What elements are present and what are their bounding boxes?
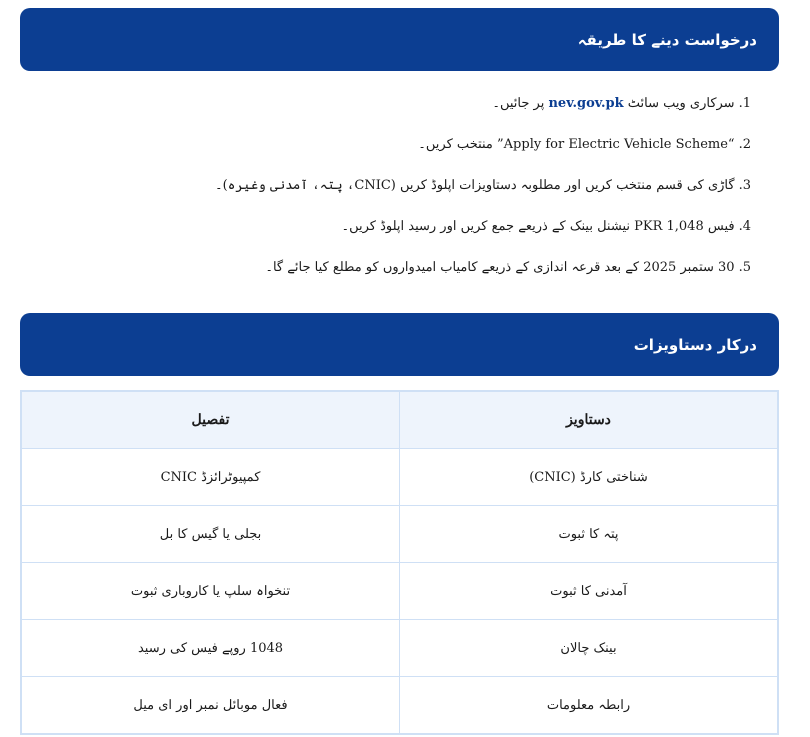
step-number: 2.	[738, 137, 751, 152]
step-item	[20, 131, 751, 172]
document-cell: آمدنی کا ثبوت	[400, 563, 779, 620]
step-number: 1.	[738, 96, 751, 111]
document-cell: بینک چالان	[400, 620, 779, 677]
step-number: 5.	[738, 260, 751, 275]
step-number: 3.	[738, 178, 751, 193]
step-item	[20, 254, 751, 295]
table-row	[21, 449, 778, 506]
step-item	[20, 172, 751, 213]
step-text: 30 ستمبر 2025 کے بعد قرعہ اندازی کے ذریعے کامیاب امیدواروں کو مطلع کیا جائے گا۔	[265, 260, 735, 275]
table-row	[21, 620, 778, 677]
application-steps-list	[20, 90, 751, 295]
step-text: “Apply for Electric Vehicle Scheme” منتخب کریں۔	[418, 137, 735, 152]
required-documents-title: درکار دستاویزات	[633, 335, 757, 354]
table-row	[21, 563, 778, 620]
details-cell: 1048 روپے فیس کی رسید	[21, 620, 400, 677]
details-cell: کمپیوٹرائزڈ CNIC	[21, 449, 400, 506]
step-number: 4.	[738, 219, 751, 234]
table-row	[21, 677, 778, 735]
step-item	[20, 213, 751, 254]
how-to-apply-banner	[20, 8, 779, 71]
step-item	[20, 90, 751, 131]
document-cell: رابطہ معلومات	[400, 677, 779, 735]
table-header-row	[21, 391, 778, 449]
table-row	[21, 506, 778, 563]
documents-table	[20, 390, 779, 735]
website-link[interactable]: nev.gov.pk	[548, 96, 624, 111]
step-text: گاڑی کی قسم منتخب کریں اور مطلوبہ دستاویزات اپلوڈ کریں (CNIC، پتہ، آمدنی وغیرہ)۔	[215, 178, 735, 193]
details-cell: تنخواہ سلپ یا کاروباری ثبوت	[21, 563, 400, 620]
required-documents-banner	[20, 313, 779, 376]
column-header-document: دستاویز	[400, 391, 779, 449]
details-cell: بجلی یا گیس کا بل	[21, 506, 400, 563]
step-text: فیس PKR 1,048 نیشنل بینک کے ذریعے جمع کریں اور رسید اپلوڈ کریں۔	[341, 219, 735, 234]
document-cell: پتہ کا ثبوت	[400, 506, 779, 563]
column-header-details: تفصیل	[21, 391, 400, 449]
document-cell: شناختی کارڈ (CNIC)	[400, 449, 779, 506]
step-text: پر جائیں۔	[492, 96, 549, 111]
step-text: سرکاری ویب سائٹ	[623, 96, 735, 111]
how-to-apply-title: درخواست دینے کا طریقہ	[577, 30, 757, 49]
details-cell: فعال موبائل نمبر اور ای میل	[21, 677, 400, 735]
